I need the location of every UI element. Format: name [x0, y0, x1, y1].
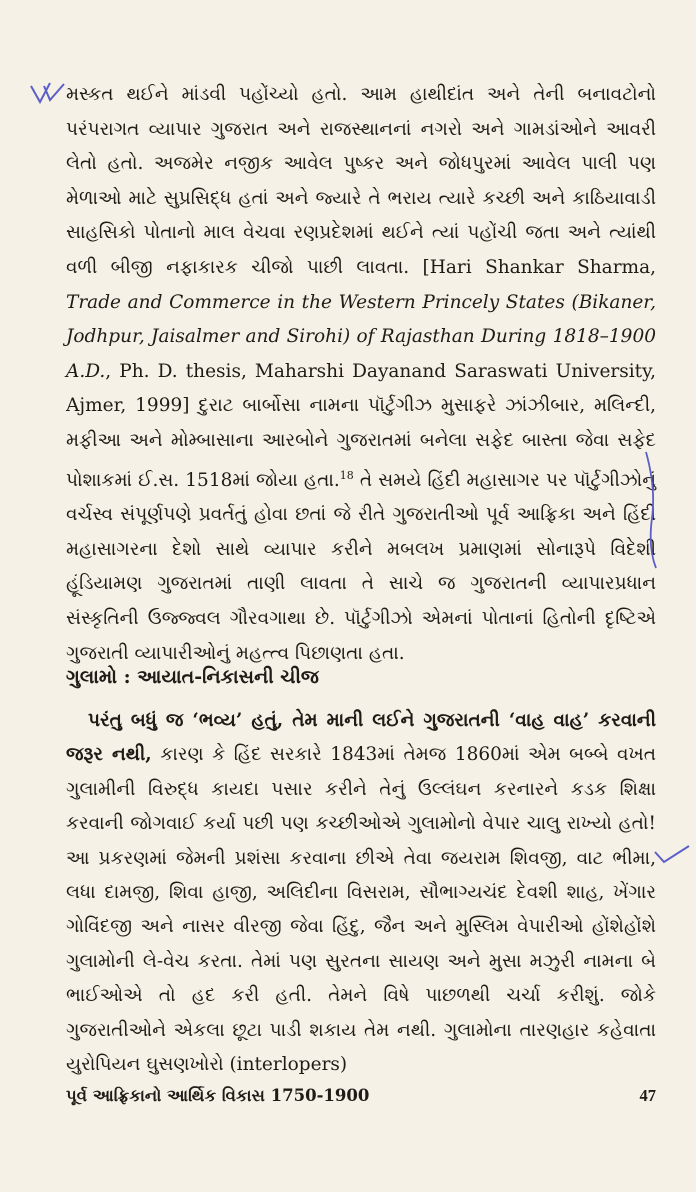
para1-text-c: તે સમયે હિંદી મહાસાગર પર પૉર્ટુગીઝોનું વર્ચસ્વ સંપૂર્ણપણે પ્રવર્તતું હોવા છતાં જે રીતે ગુજરાતીઓ પૂર્વ આફ્રિકા અને હિંદી મહાસાગરના દેશો સાથે વ્યાપાર કરીને મબલખ પ્રમાણમાં સોનારૂપે વિદેશી હૂંડિયામણ ગુજરાતમાં તાણી લાવતા તે સાચે જ ગુજરાતની વ્યાપારપ્રધાન સંસ્કૃતિની ઉજ્જ્વલ ગૌરવગાથા છે. પૉર્ટુગીઝો એમનાં પોતાનાં હિતોની દૃષ્ટિએ ગુજરાતી વ્યાપારીઓનું મહત્ત્વ પિછાણતા હતા.	[66, 469, 656, 664]
para1-text-a: મસ્કત થઈને માંડવી પહોંચ્યો હતો. આમ હાથીદાંત અને તેની બનાવટોનો પરંપરાગત વ્યાપાર ગુજરાત અને રાજસ્થાનનાં નગરો અને ગામડાંઓને આવરી લેતો હતો. અજમેર નજીક આવેલ પુષ્કર અને જોધપુરમાં આવેલ પાલી પણ મેળાઓ માટે સુપ્રસિદ્ધ હતાં અને જ્યારે તે ભરાય ત્યારે કચ્છી અને કાઠિયાવાડી સાહસિકો પોતાનો માલ વેચવા રણપ્રદેશમાં થઈને ત્યાં પહોંચી જતા અને ત્યાંથી વળી બીજી નફાકારક ચીજો પાછી લાવતા. [Hari Shankar Sharma,	[66, 84, 656, 278]
para2-bold-lead: પરંતુ બધું જ ‘ભવ્ય’ હતું, તેમ માની લઈને ગુજરાતની ‘વાહ વાહ’ કરવાની જરૂર નથી,	[66, 710, 656, 766]
check-mark-icon	[28, 80, 68, 106]
running-footer-title: પૂર્વ આફ્રિકાનો આર્થિક વિકાસ 1750-1900	[66, 1086, 370, 1105]
section-heading: ગુલામો : આયાત-નિકાસની ચીજ	[66, 666, 319, 688]
page-number: 47	[639, 1086, 656, 1105]
paragraph-slave-trade	[66, 704, 656, 1082]
check-mark-icon-2	[652, 842, 692, 866]
margin-bracket-mark-icon	[640, 448, 664, 572]
footnote-ref: 18	[339, 468, 354, 482]
para1-text-b: , Ph. D. thesis, Maharshi Dayanand Saraswati University, Ajmer, 1999] દુરાટ બાર્બોસા નામના પૉર્ટુગીઝ મુસાફરે ઝાંઝીબાર, મલિન્દી, મફીઆ અને મોમ્બાસાના આરબોને ગુજરાતમાં બનેલા સફેદ બાસ્તા જેવા સફેદ પોશાકમાં ઈ.સ. 1518માં જોયા હતા.	[66, 360, 656, 491]
paragraph-ivory-trade	[66, 78, 656, 671]
para1-citation-title: Trade and Commerce in the Western Princely States (Bikaner, Jodhpur, Jaisalmer and Sirohi) of Rajasthan During 1818–1900 A.D.	[66, 291, 656, 382]
para2-text: કારણ કે હિંદ સરકારે 1843માં તેમજ 1860માં એમ બબ્બે વખત ગુલામીની વિરુદ્ધ કાયદા પસાર કરીને તેનું ઉલ્લંઘન કરનારને કડક શિક્ષા કરવાની જોગવાઈ કર્યા પછી પણ કચ્છીઓએ ગુલામોનો વેપાર ચાલુ રાખ્યો હતો! આ પ્રકરણમાં જેમની પ્રશંસા કરવાના છીએ તેવા જયરામ શિવજી, વાટ ભીમા, લધા દામજી, શિવા હાજી, અલિદીના વિસરામ, સૌભાગ્યચંદ દેવશી શાહ, ખેંગાર ગોવિંદજી અને નાસર વીરજી જેવા હિંદુ, જૈન અને મુસ્લિમ વેપારીઓ હોંશેહોંશે ગુલામોની લે-વેચ કરતા. તેમાં પણ સુરતના સાયણ અને મુસા મઝુરી નામના બે ભાઈઓએ તો હદ કરી હતી. તેમને વિષે પાછળથી ચર્ચા કરીશું. જોકે ગુજરાતીઓને એકલા છૂટા પાડી શકાય તેમ નથી. ગુલામોના તારણહાર કહેવાતા યુરોપિયન ઘુસણખોરો (interlopers)	[66, 744, 656, 1076]
